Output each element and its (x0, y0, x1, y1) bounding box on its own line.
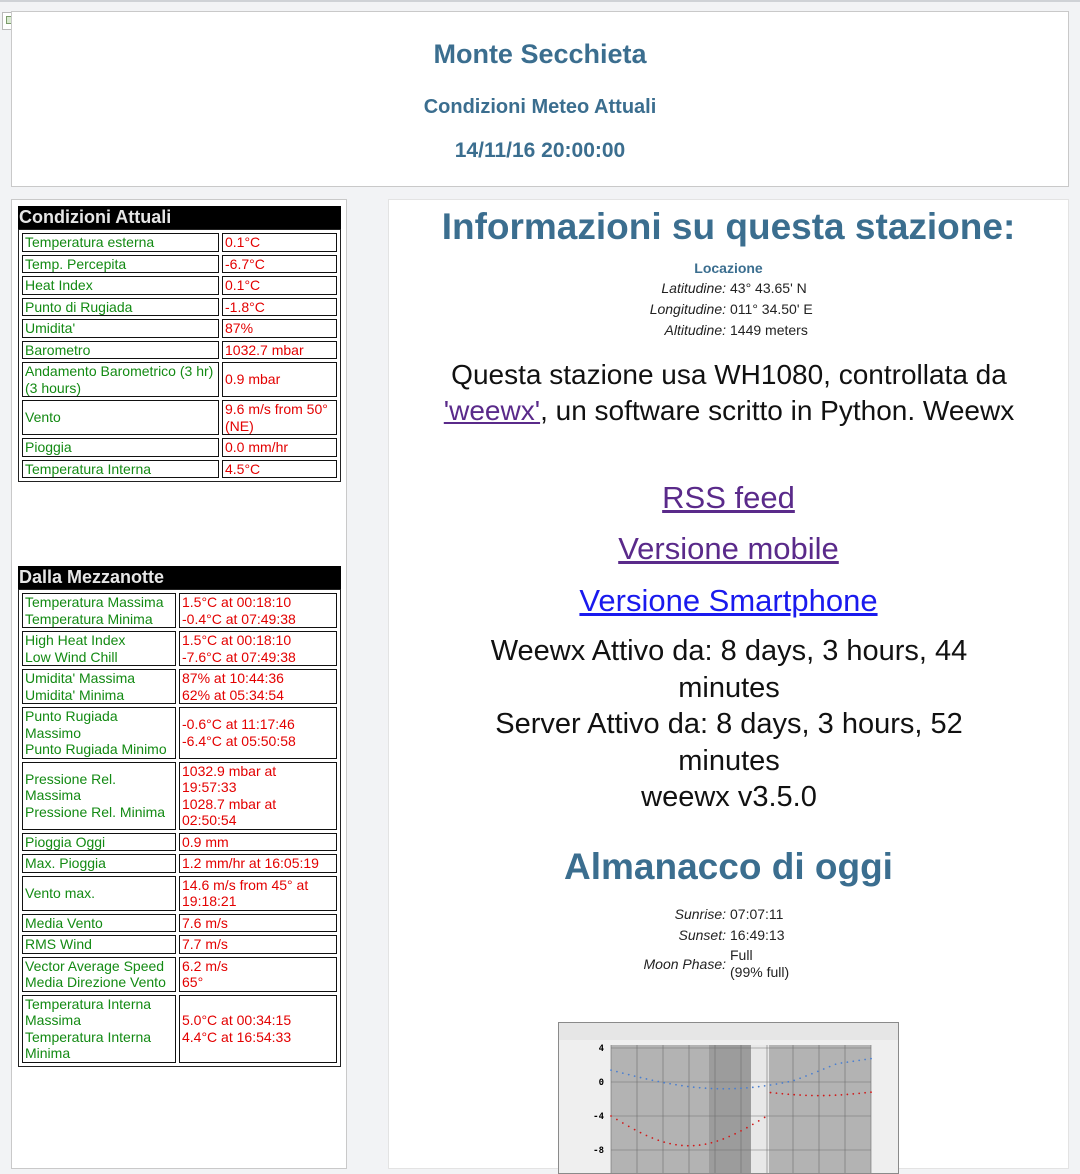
chart-point-rugiada (787, 1093, 789, 1095)
row-value-line: 0.9 mm (182, 833, 229, 850)
row-value-line: 7.6 m/s (182, 914, 228, 931)
chart-point-rugiada (864, 1092, 866, 1094)
chart-point-temperatura (687, 1086, 689, 1088)
chart-point-temperatura (846, 1061, 848, 1063)
chart-point-temperatura (758, 1086, 760, 1088)
row-label (22, 957, 176, 992)
row-label: Temperatura esterna (22, 233, 219, 252)
chart-point-rugiada (858, 1092, 860, 1094)
chart-point-rugiada (734, 1133, 736, 1135)
row-label-line: Punto Rugiada Minimo (25, 741, 167, 757)
current-row (22, 341, 337, 360)
longitude-value: 011° 34.50' E (730, 301, 813, 317)
chart-point-temperatura (634, 1075, 636, 1077)
row-value (179, 957, 337, 992)
chart-ytick-label: -8 (593, 1146, 604, 1156)
current-row (22, 233, 337, 252)
row-value-line: -7.6°C at 07:49:38 (182, 648, 296, 665)
row-label: Temperatura Interna (22, 460, 219, 479)
chart-point-temperatura (852, 1060, 854, 1062)
row-value-line: 1032.9 mbar at 19:57:33 (182, 762, 277, 795)
row-value (179, 935, 337, 954)
row-label-line: Vento max. (25, 884, 96, 901)
chart-point-temperatura (657, 1081, 659, 1083)
weewx-uptime: Weewx Attivo da: 8 days, 3 hours, 44 minutes (490, 635, 968, 704)
since-midnight-row (22, 876, 337, 911)
chart-point-temperatura (675, 1084, 677, 1086)
row-value: 4.5°C (222, 460, 337, 479)
chart-point-temperatura (693, 1086, 695, 1088)
chart-point-temperatura (740, 1087, 742, 1089)
chart-point-rugiada (646, 1135, 648, 1137)
row-value: 0.0 mm/hr (222, 438, 337, 457)
sunrise-value: 07:07:11 (730, 906, 784, 922)
chart-point-temperatura (663, 1082, 665, 1084)
row-label-line: Pressione Rel. Massima (25, 770, 117, 804)
station-description (429, 357, 1029, 429)
row-value: -1.8°C (222, 298, 337, 317)
row-label: Temp. Percepita (22, 255, 219, 274)
chart-point-rugiada (699, 1144, 701, 1146)
row-label (22, 762, 176, 830)
row-label (22, 914, 176, 933)
chart-point-temperatura (722, 1088, 724, 1090)
chart-point-temperatura (699, 1087, 701, 1089)
since-midnight-panel (18, 566, 341, 1067)
chart-title-bar (559, 1023, 898, 1040)
row-label (22, 833, 176, 852)
since-midnight-row (22, 593, 337, 628)
station-info-panel (388, 199, 1069, 1169)
row-value (179, 593, 337, 628)
row-value-line: 1028.7 mbar at 02:50:54 (182, 795, 277, 828)
chart-point-rugiada (770, 1092, 772, 1094)
current-row (22, 400, 337, 435)
chart-point-rugiada (781, 1093, 783, 1095)
since-midnight-row (22, 914, 337, 933)
row-label-line: Temperatura Interna Massima (25, 995, 152, 1028)
chart-ytick-label: 4 (598, 1044, 604, 1054)
chart-point-temperatura (864, 1059, 866, 1061)
chart-point-temperatura (646, 1078, 648, 1080)
since-midnight-row (22, 762, 337, 830)
almanac-title: Almanacco di oggi (564, 846, 893, 887)
chart-point-rugiada (841, 1094, 843, 1096)
row-label: Pioggia (22, 438, 219, 457)
chart-point-temperatura (711, 1088, 713, 1090)
chart-point-temperatura (858, 1059, 860, 1061)
row-value-line: 5.0°C at 00:34:15 (182, 1012, 292, 1028)
latitude-value: 43° 43.65' N (730, 280, 807, 296)
chart-point-rugiada (663, 1141, 665, 1143)
row-label-line: Vector Average Speed (25, 957, 165, 974)
chart-point-rugiada (622, 1122, 624, 1124)
chart-point-temperatura (734, 1088, 736, 1090)
chart-point-temperatura (805, 1075, 807, 1077)
since-midnight-row (22, 854, 337, 873)
row-label: Punto di Rugiada (22, 298, 219, 317)
timestamp: 14/11/16 20:00:00 (454, 139, 626, 162)
row-label-line: Temperatura Minima (25, 610, 153, 627)
chart-point-rugiada (764, 1117, 766, 1119)
row-value (179, 914, 337, 933)
row-label-line: Umidita' Minima (25, 686, 125, 703)
uptime-block (449, 633, 1009, 816)
moon-label: Moon Phase: (643, 956, 726, 972)
chart-point-temperatura (640, 1077, 642, 1079)
row-value-line: 4.4°C at 16:54:33 (182, 1028, 292, 1045)
row-value (179, 631, 337, 666)
moon-phase-value: Full (730, 947, 753, 963)
row-label: Barometro (22, 341, 219, 360)
chart-point-rugiada (817, 1095, 819, 1097)
chart-point-rugiada (693, 1145, 695, 1147)
chart-point-rugiada (746, 1127, 748, 1129)
chart-point-temperatura (870, 1058, 872, 1060)
current-row (22, 276, 337, 295)
row-label-line: RMS Wind (25, 936, 92, 952)
chart-point-rugiada (687, 1145, 689, 1147)
chart-point-temperatura (823, 1068, 825, 1070)
chart-point-rugiada (793, 1094, 795, 1096)
current-conditions-table (18, 229, 341, 482)
chart-point-rugiada (846, 1094, 848, 1096)
chart-point-rugiada (657, 1139, 659, 1141)
server-uptime: Server Attivo da: 8 days, 3 hours, 52 minutes (495, 708, 963, 777)
current-conditions-panel (18, 206, 341, 482)
chart-point-temperatura (746, 1087, 748, 1089)
weewx-link[interactable]: 'weewx' (443, 395, 541, 426)
row-value (179, 707, 337, 759)
row-value-line: 7.7 m/s (182, 936, 228, 952)
row-label-line: High Heat Index (25, 632, 126, 648)
chart-point-temperatura (651, 1079, 653, 1081)
temperature-chart-image (558, 1022, 899, 1174)
current-row (22, 460, 337, 479)
location-heading: Locazione (694, 260, 763, 276)
chart-point-rugiada (829, 1095, 831, 1097)
since-midnight-row (22, 833, 337, 852)
chart-point-rugiada (610, 1115, 612, 1117)
sunrise-label: Sunrise: (674, 906, 726, 922)
chart-point-temperatura (628, 1074, 630, 1076)
chart-day-band (751, 1045, 769, 1173)
since-midnight-table (18, 589, 341, 1067)
row-value (179, 669, 337, 704)
row-label: Vento (22, 400, 219, 435)
sunset-label: Sunset: (678, 927, 726, 943)
row-label-line: Temperatura Interna Minima (25, 1028, 152, 1061)
row-label-line: Max. Pioggia (25, 855, 106, 871)
chart-point-temperatura (669, 1083, 671, 1085)
chart-point-rugiada (852, 1093, 854, 1095)
rss-feed-link[interactable]: RSS feed (662, 480, 795, 515)
chart-point-rugiada (634, 1129, 636, 1131)
row-label (22, 935, 176, 954)
row-label-line: Umidita' Massima (25, 670, 136, 686)
chart-point-temperatura (781, 1082, 783, 1084)
since-midnight-row (22, 631, 337, 666)
chart-point-temperatura (610, 1069, 612, 1071)
since-midnight-row (22, 957, 337, 992)
row-value-line: 1.5°C at 00:18:10 (182, 594, 292, 610)
chart-point-rugiada (805, 1094, 807, 1096)
row-value-line: 1.5°C at 00:18:10 (182, 632, 292, 648)
sunset-value: 16:49:13 (730, 927, 785, 943)
chart-point-rugiada (776, 1092, 778, 1094)
row-value: 0.9 mbar (222, 362, 337, 397)
altitude-label: Altitudine: (664, 322, 726, 338)
row-value-line: 6.2 m/s (182, 957, 228, 974)
row-value: 0.1°C (222, 233, 337, 252)
chart-point-temperatura (770, 1084, 772, 1086)
temperature-chart-svg (559, 1023, 898, 1173)
row-label (22, 707, 176, 759)
chart-point-temperatura (728, 1088, 730, 1090)
since-midnight-row (22, 935, 337, 954)
row-value-line: 14.6 m/s from 45° at 19:18:21 (182, 876, 309, 909)
chart-point-temperatura (705, 1087, 707, 1089)
chart-ytick-label: -4 (593, 1112, 604, 1122)
chart-point-rugiada (616, 1119, 618, 1121)
chart-point-rugiada (722, 1138, 724, 1140)
smartphone-version-link[interactable]: Versione Smartphone (579, 583, 878, 618)
row-label: Heat Index (22, 276, 219, 295)
row-label (22, 593, 176, 628)
chart-point-rugiada (758, 1120, 760, 1122)
row-label (22, 995, 176, 1063)
chart-point-temperatura (764, 1085, 766, 1087)
row-value (179, 995, 337, 1063)
row-value: -6.7°C (222, 255, 337, 274)
chart-point-rugiada (681, 1145, 683, 1147)
chart-point-temperatura (829, 1066, 831, 1068)
row-label-line: Low Wind Chill (25, 648, 118, 665)
current-row (22, 362, 337, 397)
station-title: Monte Secchieta (433, 39, 647, 69)
current-row (22, 319, 337, 338)
chart-point-temperatura (793, 1080, 795, 1082)
chart-point-temperatura (835, 1063, 837, 1065)
chart-point-rugiada (870, 1091, 872, 1093)
row-value (179, 876, 337, 911)
chart-point-rugiada (628, 1125, 630, 1127)
chart-point-rugiada (669, 1143, 671, 1145)
moon-percent-value: (99% full) (730, 964, 790, 980)
since-midnight-row (22, 995, 337, 1063)
current-row (22, 255, 337, 274)
row-value: 0.1°C (222, 276, 337, 295)
chart-point-temperatura (752, 1086, 754, 1088)
since-midnight-row (22, 669, 337, 704)
chart-point-rugiada (799, 1094, 801, 1096)
chart-point-temperatura (787, 1081, 789, 1083)
row-value (179, 854, 337, 873)
current-row (22, 438, 337, 457)
chart-point-temperatura (681, 1085, 683, 1087)
row-label-line: Media Direzione Vento (25, 974, 166, 990)
row-value (179, 833, 337, 852)
row-label-line: Pressione Rel. Minima (25, 803, 166, 820)
since-midnight-row (22, 707, 337, 759)
description-text-2: , un software scritto in Python. Weewx (540, 395, 1015, 426)
chart-ytick-label: 0 (598, 1078, 604, 1088)
chart-point-rugiada (728, 1136, 730, 1138)
station-info-title: Informazioni su questa stazione: (441, 206, 1016, 247)
row-value-line: 87% at 10:44:36 (182, 670, 284, 686)
row-label (22, 669, 176, 704)
row-label-line: Punto Rugiada Massimo (25, 708, 118, 741)
chart-point-temperatura (811, 1073, 813, 1075)
chart-point-rugiada (740, 1130, 742, 1132)
chart-point-rugiada (716, 1140, 718, 1142)
row-value: 87% (222, 319, 337, 338)
chart-point-rugiada (640, 1132, 642, 1134)
row-value-line: 1.2 mm/hr at 16:05:19 (182, 855, 319, 871)
row-value: 1032.7 mbar (222, 341, 337, 360)
chart-point-temperatura (817, 1070, 819, 1072)
chart-point-rugiada (835, 1094, 837, 1096)
row-value: 9.6 m/s from 50° (NE) (222, 400, 337, 435)
chart-point-temperatura (622, 1072, 624, 1074)
row-label-line: Pioggia Oggi (25, 833, 106, 850)
row-label: Andamento Barometrico (3 hr) (3 hours) (22, 362, 219, 397)
stats-sidebar (11, 199, 347, 1169)
top-border (0, 0, 1080, 2)
since-midnight-title: Dalla Mezzanotte (18, 566, 341, 589)
chart-point-rugiada (752, 1123, 754, 1125)
chart-point-rugiada (823, 1095, 825, 1097)
row-label (22, 631, 176, 666)
row-label (22, 876, 176, 911)
row-value-line: 62% at 05:34:54 (182, 686, 284, 703)
chart-point-rugiada (651, 1137, 653, 1139)
chart-point-rugiada (675, 1144, 677, 1146)
chart-point-temperatura (616, 1071, 618, 1073)
chart-point-temperatura (776, 1083, 778, 1085)
row-value-line: -0.4°C at 07:49:38 (182, 610, 296, 627)
chart-point-temperatura (841, 1062, 843, 1064)
mobile-version-link[interactable]: Versione mobile (618, 531, 839, 566)
altitude-value: 1449 meters (730, 322, 808, 338)
chart-point-temperatura (799, 1077, 801, 1079)
row-value (179, 762, 337, 830)
chart-point-rugiada (711, 1142, 713, 1144)
row-value-line: 65° (182, 974, 204, 990)
description-text-1: Questa stazione usa WH1080, controllata da (451, 359, 1007, 390)
longitude-label: Longitudine: (649, 301, 726, 317)
weewx-version: weewx v3.5.0 (641, 781, 817, 813)
page-header (11, 11, 1069, 187)
row-label: Umidita' (22, 319, 219, 338)
row-label (22, 854, 176, 873)
current-conditions-title: Condizioni Attuali (18, 206, 341, 229)
page-subtitle: Condizioni Meteo Attuali (423, 96, 657, 118)
row-label-line: Media Vento (25, 914, 103, 931)
row-value-line: -6.4°C at 05:50:58 (182, 732, 296, 749)
chart-point-rugiada (705, 1143, 707, 1145)
latitude-label: Latitudine: (661, 280, 726, 296)
row-label-line: Temperatura Massima (25, 594, 164, 610)
chart-point-temperatura (716, 1088, 718, 1090)
row-value-line: -0.6°C at 11:17:46 (182, 716, 295, 733)
chart-point-rugiada (811, 1095, 813, 1097)
current-row (22, 298, 337, 317)
